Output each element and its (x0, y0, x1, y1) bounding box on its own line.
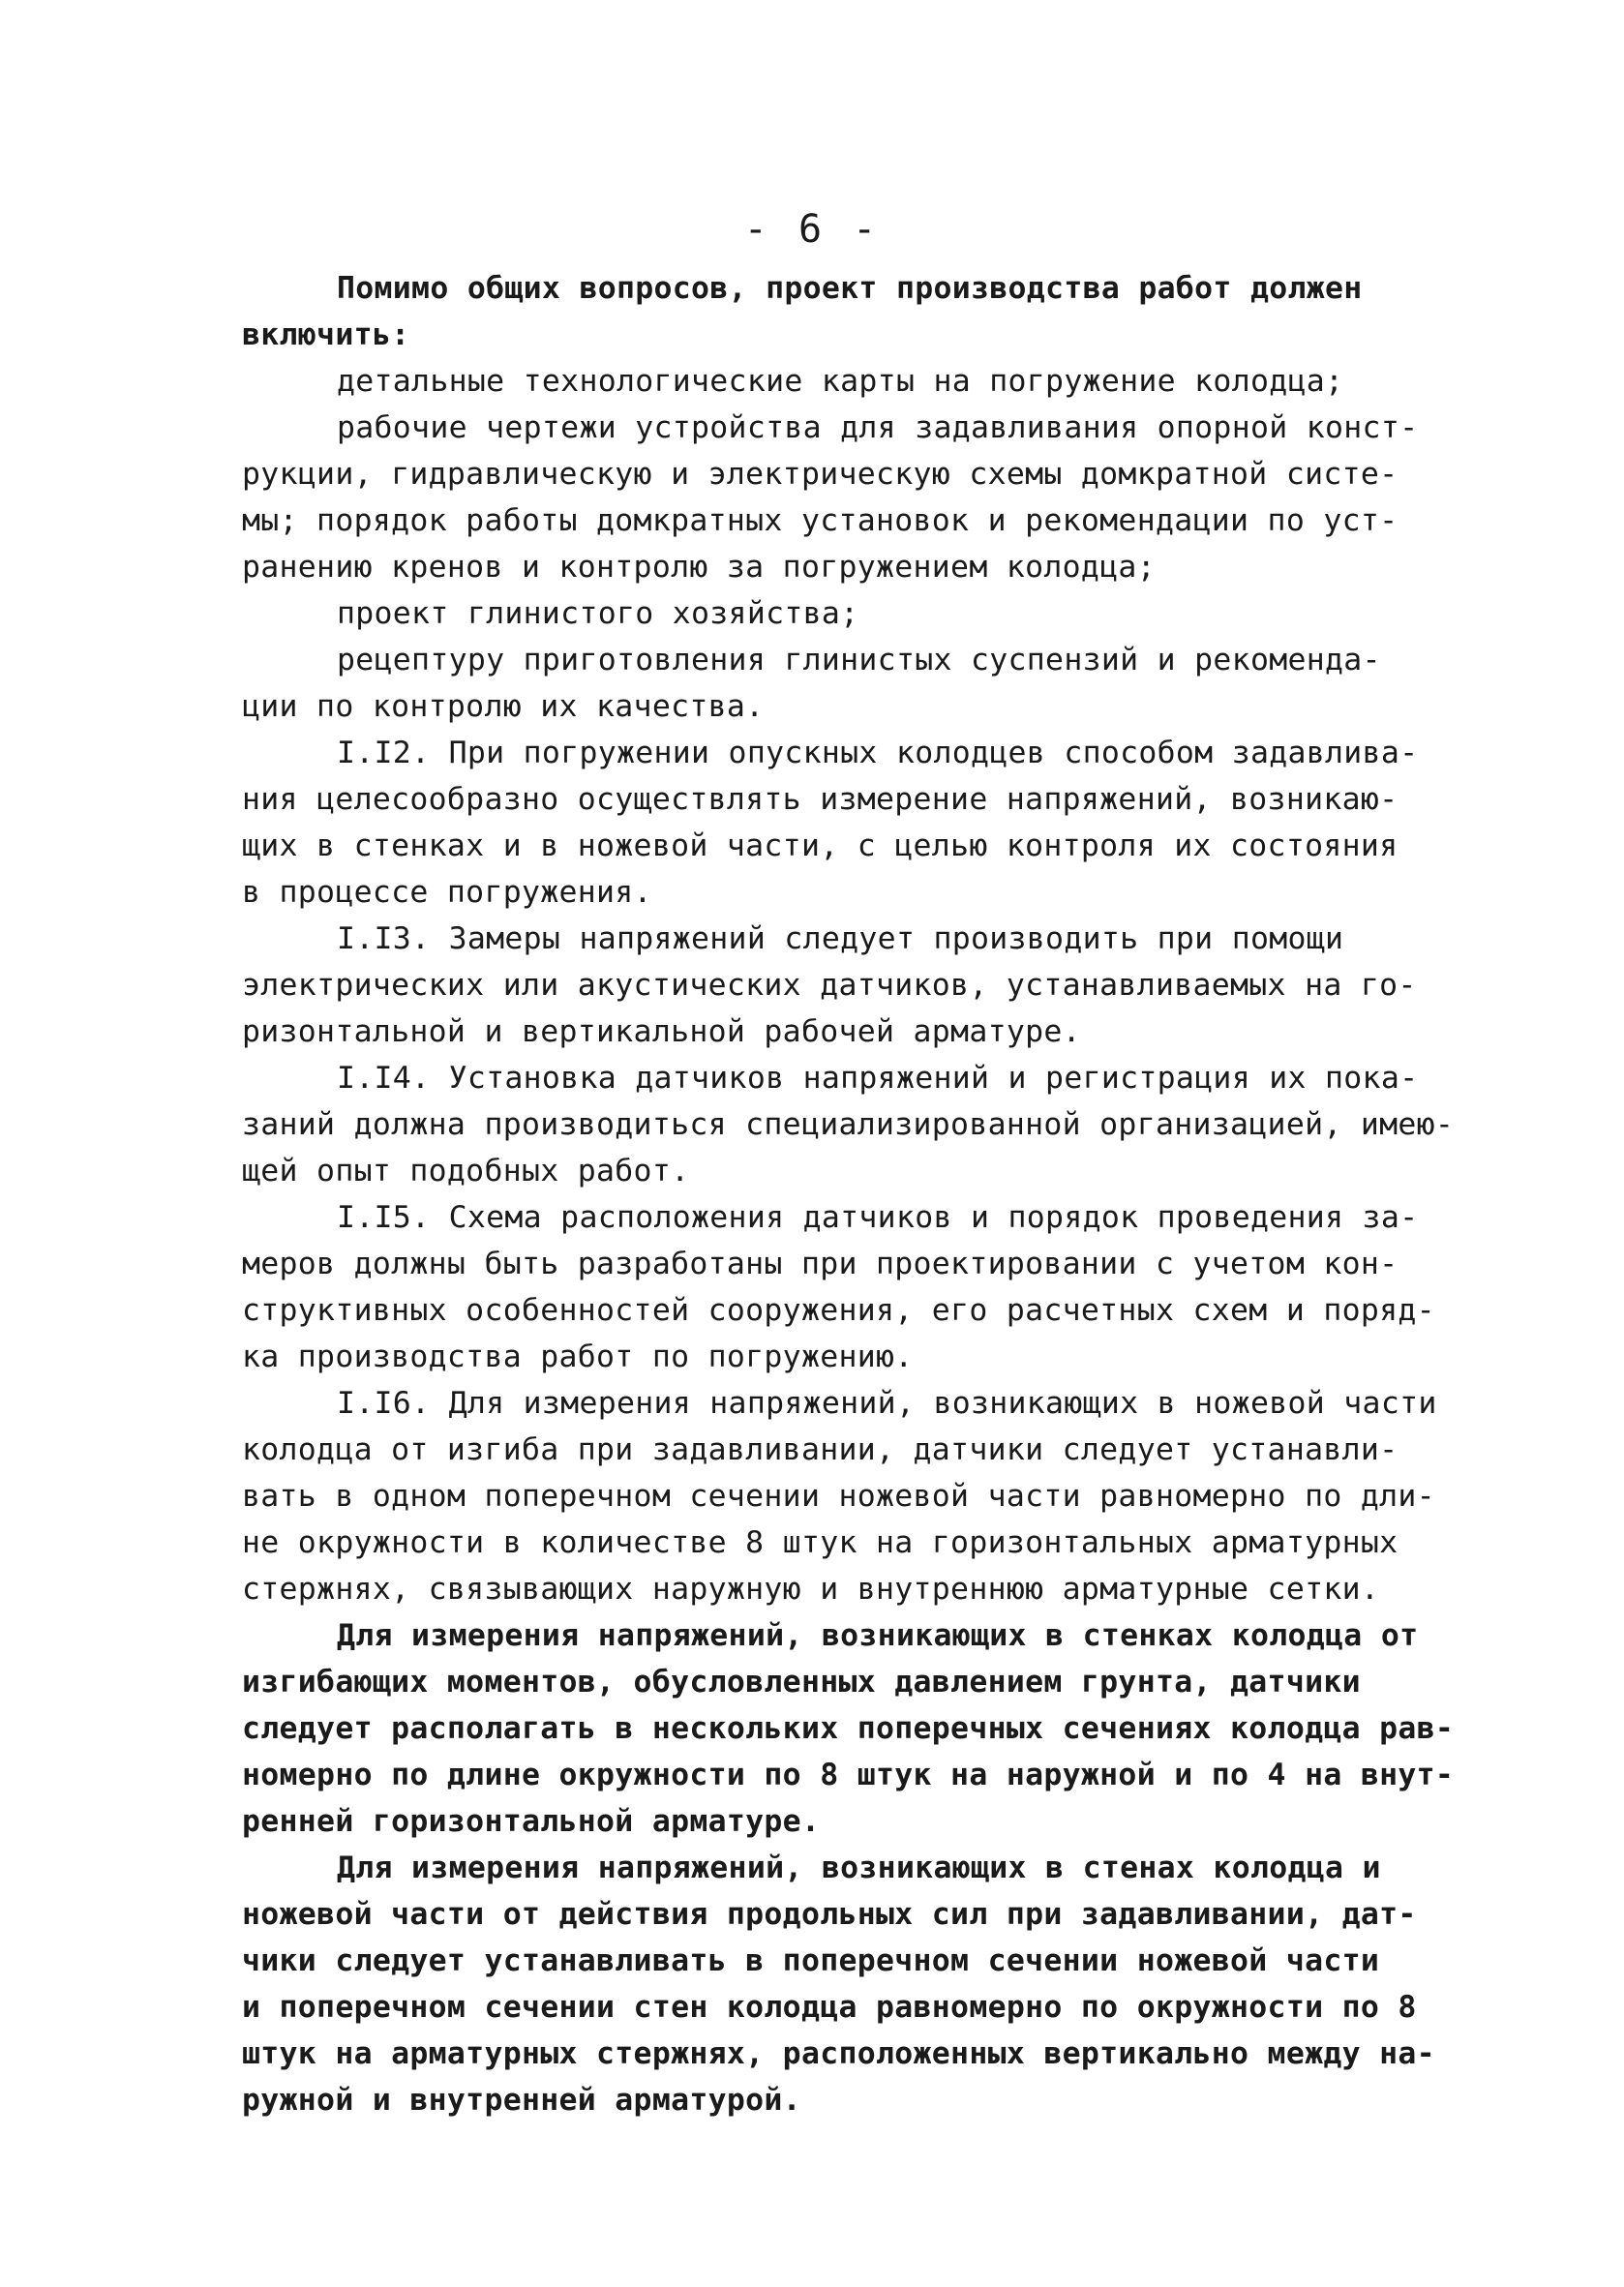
text-line: колодца от изгиба при задавливании, датчики следует устанавли- (242, 1432, 1398, 1467)
text-line: не окружности в количестве 8 штук на горизонтальных арматурных (242, 1525, 1398, 1560)
page-number: - 6 - (743, 207, 881, 252)
text-line: структивных особенностей сооружения, его расчетных схем и поряд- (242, 1293, 1435, 1328)
text-line: меров должны быть разработаны при проектировании с учетом кон- (242, 1247, 1398, 1281)
text-line: ренней горизонтальной арматуре. (242, 1804, 821, 1839)
text-line: вать в одном поперечном сечении ножевой части равномерно по дли- (242, 1479, 1435, 1514)
text-line: мы; порядок работы домкратных установок и рекомендации по уст- (242, 503, 1398, 538)
text-line: рукции, гидравлическую и электрическую схемы домкратной систе- (242, 457, 1398, 492)
text-line: Для измерения напряжений, возникающих в стенах колодца и (337, 1851, 1381, 1885)
text-line: I.I6. Для измерения напряжений, возникающих в ножевой части (337, 1386, 1437, 1421)
text-line: ножевой части от действия продольных сил при задавливании, дат- (242, 1897, 1417, 1932)
text-line: стержнях, связывающих наружную и внутреннюю арматурные сетки. (242, 1572, 1380, 1607)
text-line: включить: (242, 317, 410, 352)
text-line: рабочие чертежи устройства для задавливания опорной конст- (337, 410, 1419, 445)
text-line: проект глинистого хозяйства; (337, 596, 859, 631)
text-line: щих в стенках и в ножевой части, с целью контроля их состояния (242, 828, 1398, 863)
text-line: заний должна производиться специализированной организацией, имею- (242, 1107, 1455, 1142)
text-line: ранению кренов и контролю за погружением колодца; (242, 550, 1156, 585)
text-line: изгибающих моментов, обусловленных давлением грунта, датчики (242, 1665, 1361, 1700)
text-line: I.I5. Схема расположения датчиков и порядок проведения за- (337, 1200, 1419, 1235)
text-line: ции по контролю их качества. (242, 689, 765, 724)
text-line: чики следует устанавливать в поперечном сечении ножевой части (242, 1943, 1380, 1978)
text-line: в процессе погружения. (242, 875, 652, 910)
body-text (242, 265, 1461, 2123)
text-line: номерно по длине окружности по 8 штук на наружной и по 4 на внут- (242, 1758, 1455, 1792)
text-line: Помимо общих вопросов, проект производства работ должен (337, 271, 1363, 306)
text-line: ка производства работ по погружению. (242, 1339, 914, 1374)
text-line: детальные технологические карты на погружение колодца; (337, 364, 1344, 399)
text-line: I.I2. При погружении опускных колодцев способом задавлива- (337, 736, 1419, 770)
text-line: Для измерения напряжений, возникающих в стенках колодца от (337, 1618, 1419, 1653)
text-line: I.I4. Установка датчиков напряжений и регистрация их пока- (337, 1061, 1419, 1096)
text-line: I.I3. Замеры напряжений следует производить при помощи (337, 921, 1344, 956)
text-line: щей опыт подобных работ. (242, 1154, 690, 1189)
text-line: ризонтальной и вертикальной рабочей арматуре. (242, 1014, 1081, 1049)
text-line: ния целесообразно осуществлять измерение напряжений, возникаю- (242, 782, 1398, 817)
text-line: следует располагать в нескольких поперечных сечениях колодца рав- (242, 1711, 1455, 1746)
text-line: электрических или акустических датчиков, устанавливаемых на го- (242, 968, 1417, 1003)
text-line: рецептуру приготовления глинистых суспензий и рекоменда- (337, 643, 1381, 677)
text-line: штук на арматурных стержнях, расположенных вертикально между на- (242, 2036, 1435, 2071)
text-line: ружной и внутренней арматурой. (242, 2083, 801, 2118)
text-line: и поперечном сечении стен колодца равномерно по окружности по 8 (242, 1990, 1417, 2025)
